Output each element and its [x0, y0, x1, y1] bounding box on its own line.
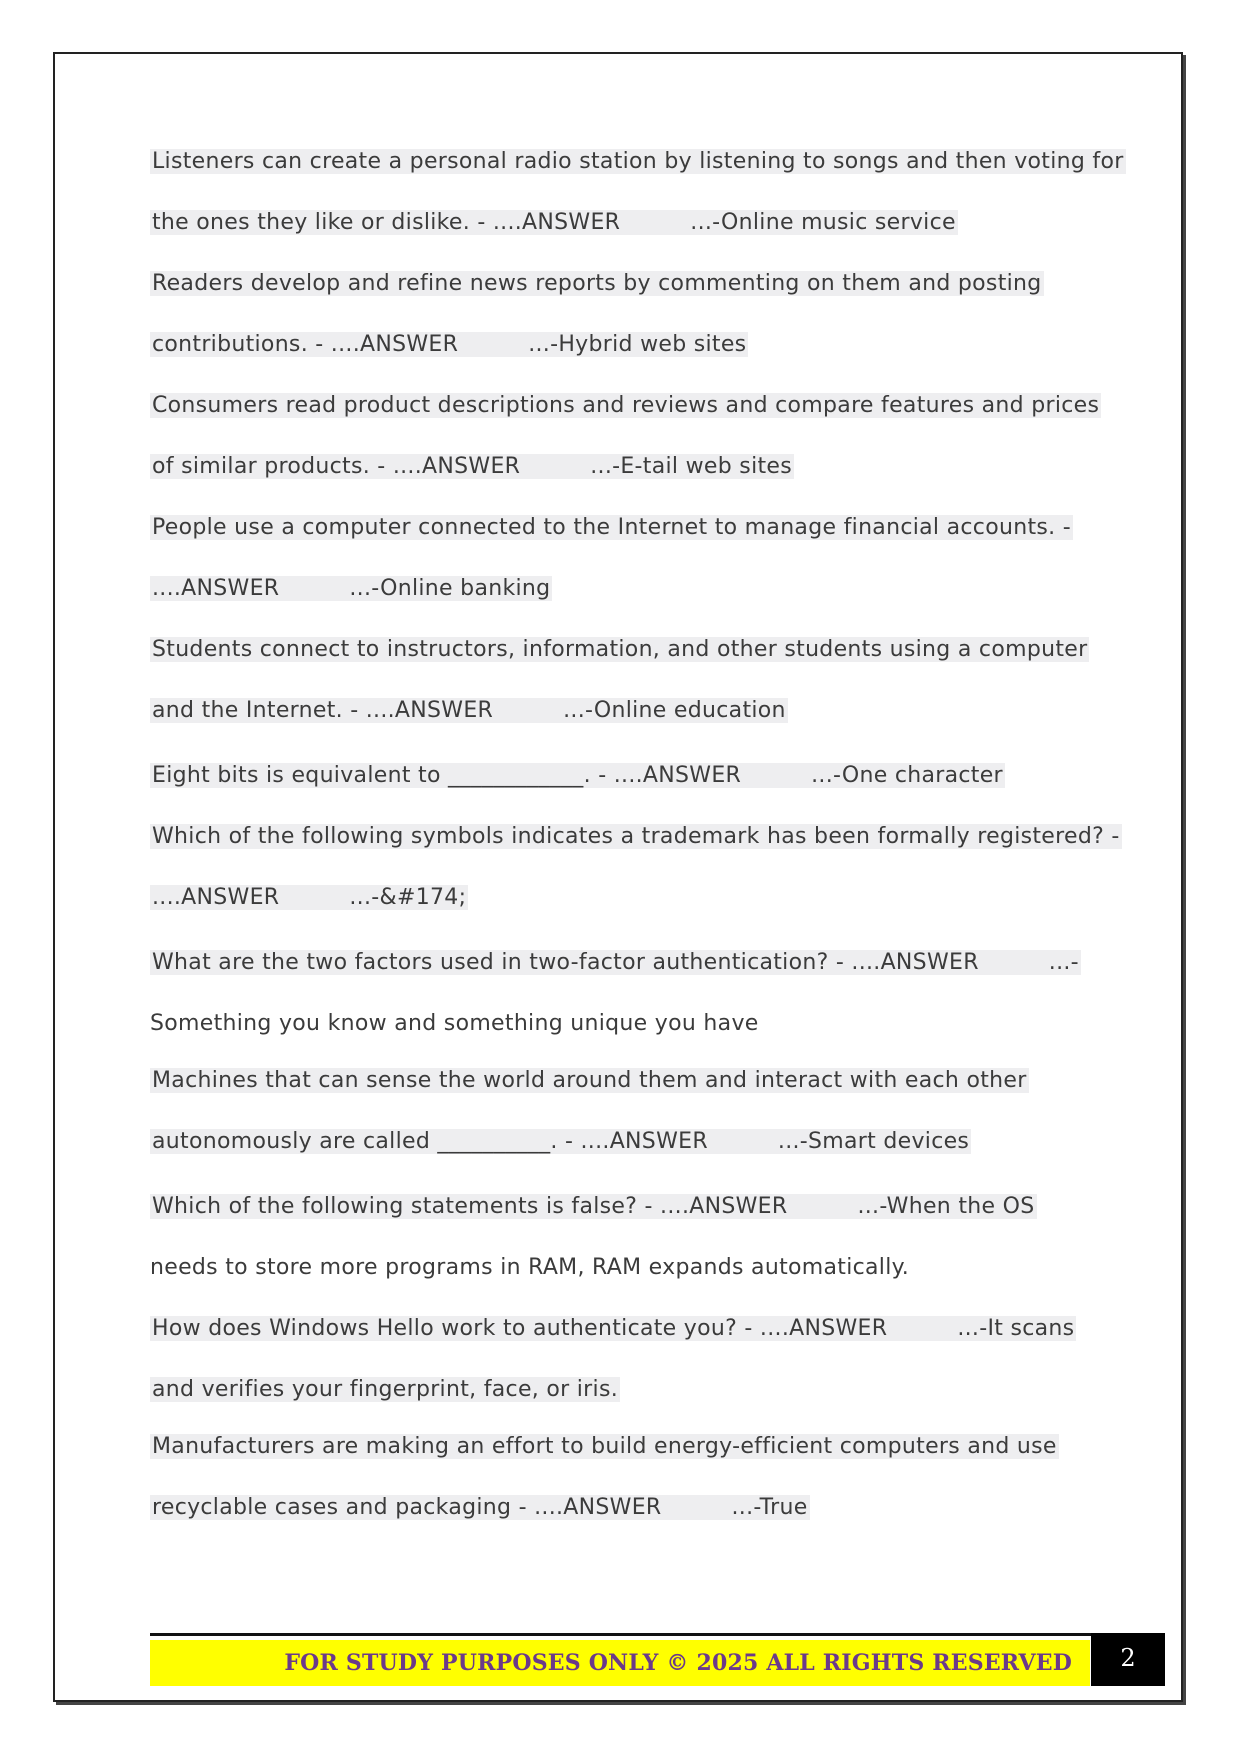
text-line: Manufacturers are making an effort to build energy-efficient computers and use — [152, 1434, 1057, 1459]
answer-text: ...-One character — [811, 763, 1003, 788]
answer-text: ...-True — [731, 1495, 808, 1520]
answer-text: ...-&#174; — [349, 885, 467, 910]
answer-text: ...-Smart devices — [777, 1129, 970, 1154]
text-line: autonomously are called __________. - ....ANSWER ...-Smart devices — [152, 1129, 970, 1154]
answer-text: ...-It scans — [957, 1316, 1075, 1341]
text-line: How does Windows Hello work to authenticate you? - ....ANSWER ...-It scans — [152, 1316, 1075, 1341]
text-line: Which of the following symbols indicates a trademark has been formally registered? - — [152, 824, 1120, 849]
page-number: 2 — [1091, 1633, 1165, 1686]
footer-banner: FOR STUDY PURPOSES ONLY © 2025 ALL RIGHTS RESERVED — [150, 1640, 1090, 1686]
text-line: of similar products. - ....ANSWER ...-E-tail web sites — [152, 454, 792, 479]
text-line: contributions. - ....ANSWER ...-Hybrid web sites — [152, 332, 747, 357]
text-line: ....ANSWER ...-&#174; — [152, 885, 467, 910]
answer-text: ...-Online music service — [690, 210, 956, 235]
text-line: Students connect to instructors, information, and other students using a computer — [152, 637, 1088, 662]
answer-text: ...-When the OS — [857, 1194, 1035, 1219]
text-line: the ones they like or dislike. - ....ANSWER ...-Online music service — [152, 210, 956, 235]
footer-rule — [150, 1633, 1092, 1636]
answer-text: ...-Hybrid web sites — [528, 332, 747, 357]
text-line: Eight bits is equivalent to ____________. - ....ANSWER ...-One character — [152, 763, 1003, 788]
text-line: People use a computer connected to the Internet to manage financial accounts. - — [152, 515, 1071, 540]
text-line: ....ANSWER ...-Online banking — [152, 576, 551, 601]
text-line: needs to store more programs in RAM, RAM expands automatically. — [150, 1255, 910, 1280]
text-line: Machines that can sense the world around them and interact with each other — [152, 1068, 1027, 1093]
text-line: Something you know and something unique you have — [150, 1011, 759, 1036]
text-line: Consumers read product descriptions and reviews and compare features and prices — [152, 393, 1100, 418]
text-line: What are the two factors used in two-factor authentication? - ....ANSWER ...- — [152, 950, 1079, 975]
text-line: Which of the following statements is false? - ....ANSWER ...-When the OS — [152, 1194, 1035, 1219]
text-line: and the Internet. - ....ANSWER ...-Online education — [152, 698, 786, 723]
answer-text: ...-Online education — [563, 698, 786, 723]
document-body — [150, 140, 1124, 1521]
answer-text: ...-E-tail web sites — [590, 454, 792, 479]
text-line: and verifies your fingerprint, face, or iris. — [152, 1377, 618, 1402]
text-line: recyclable cases and packaging - ....ANSWER ...-True — [152, 1495, 808, 1520]
answer-text: ...- — [1048, 950, 1079, 975]
text-line: Listeners can create a personal radio station by listening to songs and then voting for — [152, 149, 1124, 174]
answer-text: ...-Online banking — [349, 576, 551, 601]
text-line: Readers develop and refine news reports by commenting on them and posting — [152, 271, 1042, 296]
